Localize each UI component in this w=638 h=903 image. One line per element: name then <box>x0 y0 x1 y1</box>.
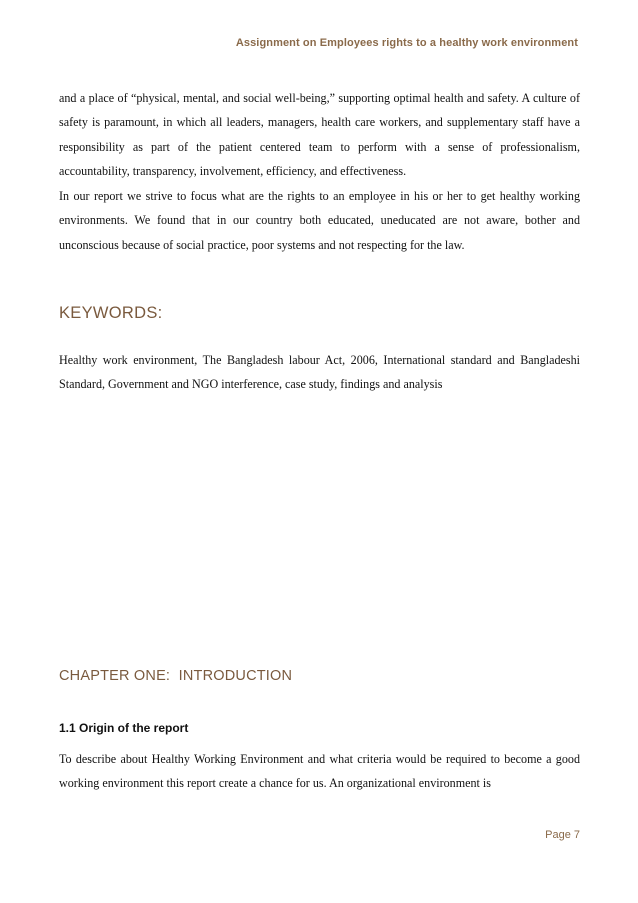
body-paragraph-3: To describe about Healthy Working Environment and what criteria would be required to become a good working environment this report create a chance for us. An organizational environment is <box>59 752 580 791</box>
section-heading: 1.1 Origin of the report <box>59 721 189 735</box>
keywords-heading: KEYWORDS: <box>59 304 163 322</box>
page-header: Assignment on Employees rights to a healthy work environment <box>235 37 578 49</box>
body-paragraph-1: and a place of “physical, mental, and social well-being,” supporting optimal health and safety. A culture of safety is paramount, in which all leaders, managers, health care workers, and supplementary staff have a responsibility as part of the patient centered team to perform with a sense of professionalism, accountability, transparency, involvement, efficiency, and effectiveness. <box>59 91 580 178</box>
keywords-text: Healthy work environment, The Bangladesh labour Act, 2006, International standard and Bangladeshi Standard, Government and NGO interference, case study, findings and analysis <box>59 353 580 392</box>
page-number: Page 7 <box>545 829 580 841</box>
chapter-heading: CHAPTER ONE: INTRODUCTION <box>59 668 293 684</box>
body-paragraph-2: In our report we strive to focus what are the rights to an employee in his or her to get healthy working environments. We found that in our country both educated, uneducated are not aware, bother and unconscious because of social practice, poor systems and not respecting for the law. <box>59 189 580 252</box>
